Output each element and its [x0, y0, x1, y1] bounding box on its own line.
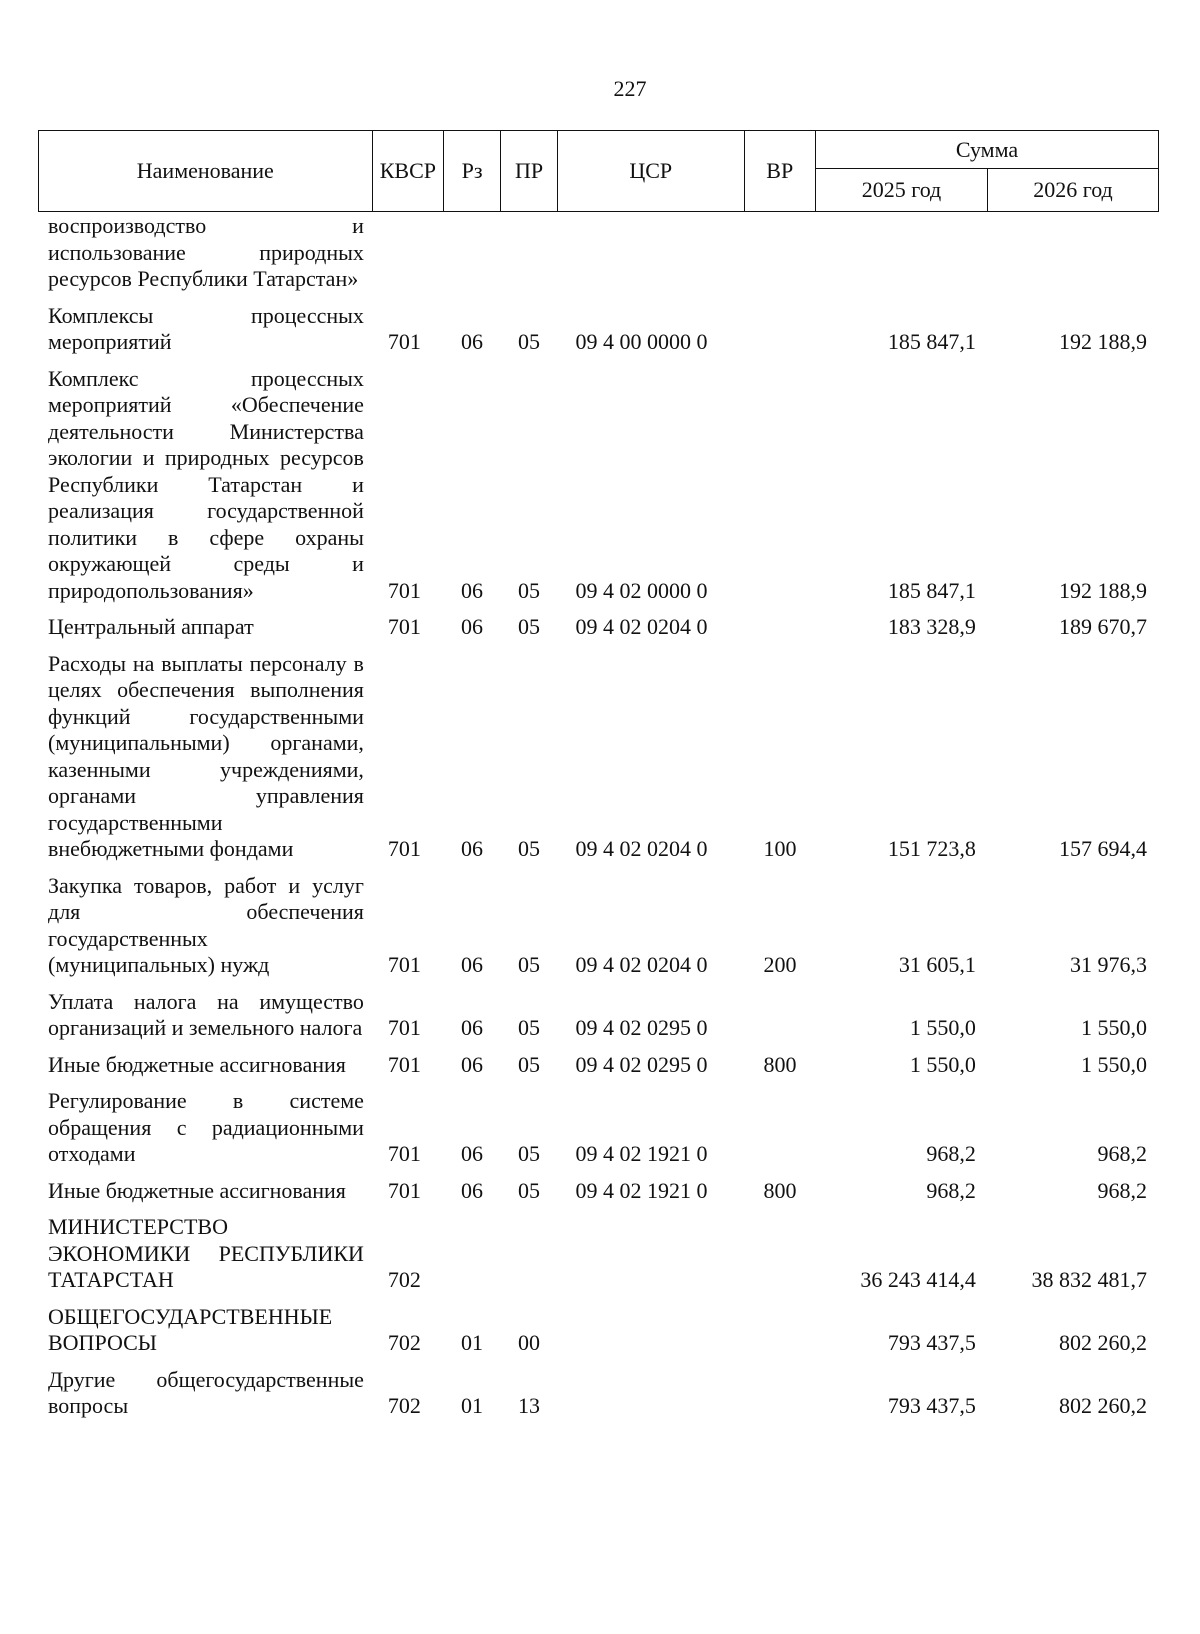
- row-vr: 200: [763, 952, 797, 977]
- row-pr: [500, 1214, 557, 1294]
- row-sum-2025: 151 723,8: [887, 836, 976, 861]
- budget-table-body: [38, 213, 1159, 1420]
- table-row: [38, 651, 1159, 863]
- row-rz: [443, 213, 500, 293]
- row-vr: [744, 1367, 816, 1420]
- row-name: Регулирование в системе обращения с радиационными отходами: [48, 1088, 364, 1166]
- row-sum-2025: 183 328,9: [887, 614, 976, 639]
- table-row: [38, 1214, 1159, 1294]
- row-sum-2025: 185 847,1: [887, 329, 976, 354]
- row-sum-2026: 157 694,4: [1059, 836, 1147, 861]
- row-csr: [558, 213, 745, 293]
- table-row: [38, 213, 1159, 293]
- table-header: [38, 130, 1159, 212]
- row-rz: 06: [460, 1141, 483, 1166]
- row-sum-2025: 1 550,0: [909, 1015, 976, 1040]
- row-rz: 06: [460, 329, 483, 354]
- table-row: [38, 1367, 1159, 1420]
- row-kvsr: 701: [387, 614, 421, 639]
- row-pr: [500, 213, 557, 293]
- row-rz: 06: [460, 1177, 483, 1203]
- row-rz: [443, 1214, 500, 1294]
- header-sum: Сумма: [816, 131, 1159, 169]
- row-csr: 09 4 02 0000 0: [575, 577, 708, 603]
- row-kvsr: 701: [387, 577, 421, 603]
- row-sum-2025: 185 847,1: [887, 577, 976, 603]
- row-kvsr: 702: [387, 1267, 421, 1292]
- row-csr: 09 4 02 0204 0: [575, 614, 708, 639]
- row-name: Иные бюджетные ассигнования: [48, 1051, 346, 1077]
- row-sum-2025: 1 550,0: [909, 1051, 976, 1077]
- row-name: Другие общегосударственные вопросы: [48, 1366, 364, 1418]
- row-sum-2025: 968,2: [926, 1141, 976, 1166]
- row-sum-2026: 802 260,2: [1059, 1330, 1147, 1355]
- row-sum-2026: 38 832 481,7: [1031, 1267, 1147, 1292]
- row-kvsr: 701: [387, 1015, 421, 1040]
- row-name: МИНИСТЕРСТВО ЭКОНОМИКИ РЕСПУБЛИКИ ТАТАРСТАН: [48, 1214, 364, 1292]
- row-csr: 09 4 00 0000 0: [575, 329, 708, 354]
- row-name: Центральный аппарат: [48, 614, 254, 639]
- row-sum-2026: 968,2: [1097, 1177, 1147, 1203]
- row-sum-2025: 968,2: [926, 1177, 976, 1203]
- row-name: Расходы на выплаты персоналу в целях обеспечения выполнения функций государственными (муниципальными) органами, казенными учреждениями, органами управления государственными внебюджетными фондами: [48, 650, 364, 861]
- header-vr: ВР: [744, 131, 815, 212]
- row-rz: 06: [460, 1015, 483, 1040]
- row-rz: 06: [460, 952, 483, 977]
- row-sum-2026: 192 188,9: [1059, 329, 1147, 354]
- row-csr: 09 4 02 0295 0: [575, 1051, 708, 1077]
- row-vr: [744, 614, 816, 641]
- row-vr: 800: [763, 1177, 797, 1203]
- row-rz: 06: [460, 614, 483, 639]
- row-sum-2025: 793 437,5: [887, 1330, 976, 1355]
- row-rz: 06: [460, 1051, 483, 1077]
- header-name: Наименование: [39, 131, 373, 212]
- row-sum-2025: 793 437,5: [887, 1393, 976, 1418]
- table-row: [38, 989, 1159, 1042]
- row-vr: [744, 366, 816, 605]
- row-sum-2026: 802 260,2: [1059, 1393, 1147, 1418]
- row-kvsr: 701: [387, 1177, 421, 1203]
- row-sum-2026: 1 550,0: [1081, 1015, 1147, 1040]
- row-pr: 05: [518, 1051, 540, 1077]
- row-pr: 05: [518, 614, 540, 639]
- row-csr: 09 4 02 0295 0: [575, 1015, 708, 1040]
- row-name: воспроизводство и использование природных ресурсов Республики Татарстан»: [48, 213, 364, 291]
- row-sum-2026: 1 550,0: [1081, 1051, 1147, 1077]
- row-csr: 09 4 02 1921 0: [575, 1177, 708, 1203]
- row-csr: [558, 1367, 745, 1420]
- row-sum-2026: 31 976,3: [1070, 952, 1147, 977]
- row-vr: [744, 1088, 816, 1168]
- row-pr: 05: [518, 836, 540, 861]
- header-pr: ПР: [501, 131, 558, 212]
- row-csr: 09 4 02 0204 0: [575, 952, 708, 977]
- row-name: Иные бюджетные ассигнования: [48, 1177, 346, 1203]
- row-pr: 05: [518, 952, 540, 977]
- row-pr: 05: [518, 577, 540, 603]
- row-kvsr: 702: [387, 1330, 421, 1355]
- row-vr: 800: [763, 1051, 797, 1077]
- row-rz: 01: [460, 1393, 483, 1418]
- table-row: [38, 614, 1159, 641]
- row-sum-2026: [988, 213, 1159, 293]
- row-sum-2025: 31 605,1: [898, 952, 976, 977]
- row-rz: 06: [460, 836, 483, 861]
- row-pr: 05: [518, 1177, 540, 1203]
- row-kvsr: 701: [387, 1141, 421, 1166]
- header-year-2025: 2025 год: [816, 169, 988, 212]
- table-row: [38, 366, 1159, 605]
- row-kvsr: 702: [387, 1393, 421, 1418]
- row-name: Комплекс процессных мероприятий «Обеспечение деятельности Министерства экологии и природных ресурсов Республики Татарстан и реализация государственной политики в сфере охраны окружающей среды и природопользования»: [48, 365, 364, 603]
- table-row: [38, 1178, 1159, 1205]
- row-vr: 100: [763, 836, 797, 861]
- row-kvsr: 701: [387, 329, 421, 354]
- row-pr: 05: [518, 329, 540, 354]
- row-csr: 09 4 02 0204 0: [575, 836, 708, 861]
- row-pr: 13: [518, 1393, 540, 1418]
- row-kvsr: 701: [387, 1051, 421, 1077]
- row-name: Комплексы процессных мероприятий: [48, 302, 364, 354]
- row-sum-2026: 968,2: [1097, 1141, 1147, 1166]
- row-sum-2026: 192 188,9: [1059, 577, 1147, 603]
- table-row: [38, 873, 1159, 979]
- header-year-2026: 2026 год: [987, 169, 1158, 212]
- table-row: [38, 1088, 1159, 1168]
- row-sum-2025: [816, 213, 988, 293]
- row-vr: [744, 989, 816, 1042]
- row-sum-2025: 36 243 414,4: [860, 1267, 976, 1292]
- row-vr: [744, 1304, 816, 1357]
- row-csr: 09 4 02 1921 0: [575, 1141, 708, 1166]
- header-rz: Рз: [444, 131, 501, 212]
- row-kvsr: 701: [387, 952, 421, 977]
- row-name: Уплата налога на имущество организаций и земельного налога: [48, 988, 364, 1040]
- row-csr: [558, 1214, 745, 1294]
- row-vr: [744, 213, 816, 293]
- row-name: Закупка товаров, работ и услуг для обеспечения государственных (муниципальных) нужд: [48, 872, 364, 977]
- row-kvsr: [372, 213, 444, 293]
- row-name: ОБЩЕГОСУДАРСТВЕННЫЕ ВОПРОСЫ: [48, 1303, 333, 1355]
- row-vr: [744, 1214, 816, 1294]
- row-rz: 06: [460, 577, 483, 603]
- row-csr: [558, 1304, 745, 1357]
- table-row: [38, 1052, 1159, 1079]
- row-pr: 00: [518, 1330, 540, 1355]
- row-kvsr: 701: [387, 836, 421, 861]
- header-csr: ЦСР: [558, 131, 744, 212]
- table-row: [38, 1304, 1159, 1357]
- table-row: [38, 303, 1159, 356]
- row-rz: 01: [460, 1330, 483, 1355]
- row-pr: 05: [518, 1141, 540, 1166]
- row-sum-2026: 189 670,7: [1059, 614, 1147, 639]
- row-pr: 05: [518, 1015, 540, 1040]
- page-number: 227: [613, 76, 647, 101]
- row-vr: [744, 303, 816, 356]
- header-kvsr: КВСР: [372, 131, 443, 212]
